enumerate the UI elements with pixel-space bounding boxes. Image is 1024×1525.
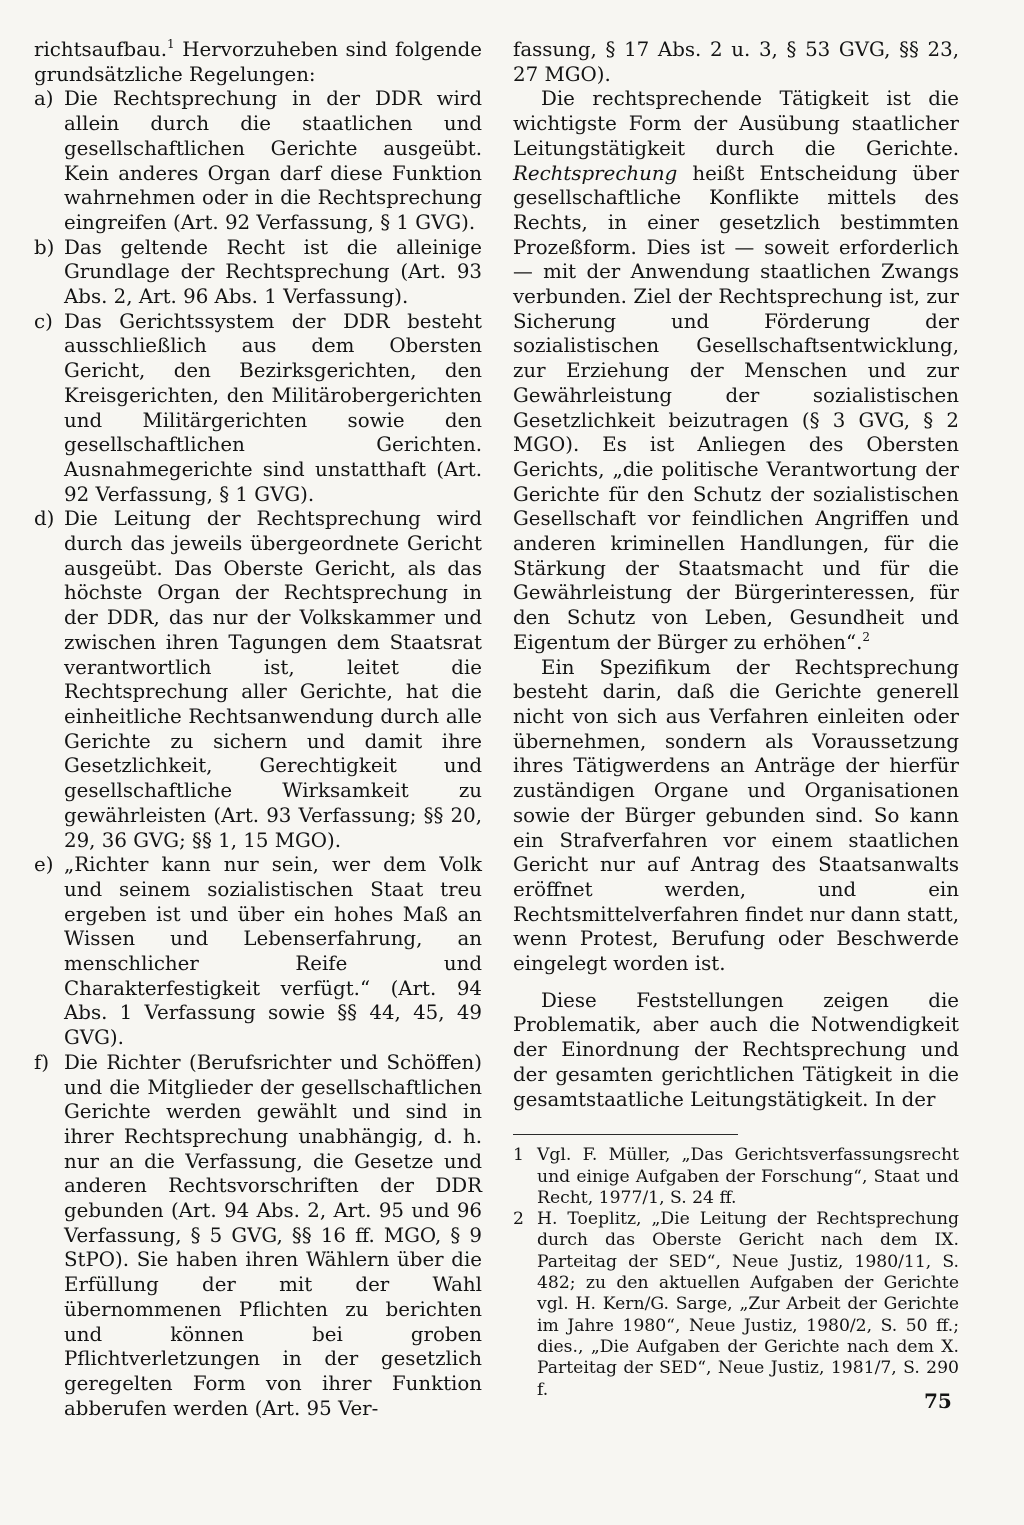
- paragraph-spezifikum: Ein Spezifikum der Rechtsprechung besteht darin, daß die Gerichte generell nicht von sich aus Verfahren einleiten oder übernehmen, sondern als Voraussetzung ihres Tätigwerdens an Anträge der hierfür zuständigen Organe und Organisationen sowie der Bürger gebunden sind. So kann ein Strafverfahren vor einem staatlichen Gericht nur auf Antrag des Staatsanwalts eröffnet werden, und ein Rechtsmittelverfahren findet nur dann statt, wenn Protest, Berufung oder Beschwerde eingelegt worden ist.: [513, 655, 959, 976]
- list-marker: d): [34, 507, 55, 531]
- paragraph-feststellungen: Diese Feststellungen zeigen die Problematik, aber auch die Notwendigkeit der Einordnung der Rechtsprechung und der gesamten gerichtlichen Tätigkeit in die gesamtstaatliche Leitungstätigkeit. In der: [513, 988, 959, 1111]
- footnote-ref-1: 1: [167, 37, 175, 51]
- list-marker: a): [34, 87, 54, 111]
- footnote-ref-2: 2: [862, 629, 871, 644]
- footnote-1: [513, 1145, 959, 1209]
- footnote-2: [513, 1209, 959, 1401]
- left-column: [34, 38, 482, 1421]
- list-item-e: [34, 853, 482, 1051]
- list-item-a: [34, 87, 482, 235]
- list-marker: b): [34, 235, 55, 259]
- paragraph-text: heißt Entscheidung über gesellschaftliche Konflikte mittels des Rechts, in einer gesetzlich bestimmten Prozeßform. Dies ist — soweit erforderlich — mit der Anwendung staatlichen Zwangs verbunden. Ziel der Rechtsprechung ist, zur Sicherung und Förderung der sozialistischen Gesellschaftsentwicklung, zur Erziehung der Menschen und zur Gewährleistung der sozialistischen Gesetzlichkeit beizutragen (§ 3 GVG, § 2 MGO). Es ist Anliegen des Obersten Gerichts, „die politische Verantwortung der Gerichte für den Schutz der sozialistischen Gesellschaft vor feindlichen Angriffen und anderen kriminellen Handlungen, für die Stärkung der Staatsmacht und für die Gewährleistung der Bürgerinteressen, für den Schutz von Leben, Gesundheit und Eigentum der Bürger zu erhöhen“.: [513, 161, 959, 654]
- page-number: 75: [924, 1389, 952, 1413]
- intro-text-start: richtsaufbau.: [34, 38, 168, 61]
- list-item-c: [34, 310, 482, 508]
- list-text: Das Gerichtssystem der DDR besteht ausschließlich aus dem Obersten Gericht, den Bezirksgerichten, den Kreisgerichten, den Militärobergerichten und Militärgerichten sowie den gesellschaftlichen Gerichten. Ausnahmegerichte sind unstatthaft (Art. 92 Verfassung, § 1 GVG).: [64, 309, 482, 506]
- emphasis-term: Rechtsprechung: [513, 161, 678, 185]
- right-column: [513, 38, 959, 1401]
- footnote-number: 1: [513, 1145, 524, 1166]
- list-item-d: [34, 507, 482, 853]
- list-text: Die Leitung der Rechtsprechung wird durch das jeweils übergeordnete Gericht ausgeübt. Das Oberste Gericht, als das höchste Organ der Rechtsprechung in der DDR, das nur der Volkskammer und zwischen ihren Tagungen dem Staatsrat verantwortlich ist, leitet die Rechtsprechung aller Gerichte, hat die einheitliche Rechtsanwendung durch alle Gerichte zu sichern und damit ihre Gesetzlichkeit, Gerechtigkeit und gesellschaftliche Wirksamkeit zu gewährleisten (Art. 93 Verfassung; §§ 20, 29, 36 GVG; §§ 1, 15 MGO).: [64, 507, 482, 852]
- list-marker: e): [34, 853, 54, 877]
- paragraph-spacer: [513, 977, 959, 989]
- list-text: Die Rechtsprechung in der DDR wird allein durch die staatlichen und gesellschaftlichen Gerichte ausgeübt. Kein anderes Organ darf diese Funktion wahrnehmen oder in die Rechtsprechung eingreifen (Art. 92 Verfassung, § 1 GVG).: [64, 87, 482, 234]
- list-text: Das geltende Recht ist die alleinige Grundlage der Rechtsprechung (Art. 93 Abs. 2, Art. 96 Abs. 1 Verfassung).: [64, 235, 482, 309]
- intro-text-end: Hervorzuheben sind folgende grundsätzliche Regelungen:: [34, 38, 482, 86]
- intro-paragraph: [34, 38, 482, 87]
- list-item-f: [34, 1051, 482, 1422]
- footnote-text: H. Toeplitz, „Die Leitung der Rechtsprechung durch das Oberste Gericht nach dem IX. Parteitag der SED“, Neue Justiz, 1980/11, S. 482; zu den aktuellen Aufgaben der Gerichte vgl. H. Kern/G. Sarge, „Zur Arbeit der Gerichte im Jahre 1980“, Neue Justiz, 1980/2, S. 50 ff.; dies., „Die Aufgaben der Gerichte nach dem X. Parteitag der SED“, Neue Justiz, 1981/7, S. 290 f.: [537, 1209, 959, 1400]
- continuation-text: fassung, § 17 Abs. 2 u. 3, § 53 GVG, §§ 23, 27 MGO).: [513, 38, 959, 86]
- paragraph-text: Die rechtsprechende Tätigkeit ist die wichtigste Form der Ausübung staatlicher Leitungstätigkeit durch die Gerichte.: [513, 87, 959, 160]
- footnote-text: Vgl. F. Müller, „Das Gerichtsverfassungsrecht und einige Aufgaben der Forschung“, Staat und Recht, 1977/1, S. 24 ff.: [537, 1145, 959, 1208]
- footnote-divider: [513, 1134, 738, 1135]
- list-marker: c): [34, 309, 53, 333]
- list-text: Die Richter (Berufsrichter und Schöffen) und die Mitglieder der gesellschaftlichen Gerichte werden gewählt und sind in ihrer Rechtsprechung unabhängig, d. h. nur an die Verfassung, die Gesetze und anderen Rechtsvorschriften der DDR gebunden (Art. 94 Abs. 2, Art. 95 und 96 Verfassung, § 5 GVG, §§ 16 ff. MGO, § 9 StPO). Sie haben ihren Wählern über die Erfüllung der mit der Wahl übernommenen Pflichten zu berichten und können bei groben Pflichtverletzungen in der gesetzlich geregelten Form von ihrer Funktion abberufen werden (Art. 95 Ver-: [64, 1050, 482, 1420]
- list-marker: f): [34, 1050, 50, 1074]
- list-item-b: [34, 236, 482, 310]
- paragraph-rechtsprechung: [513, 87, 959, 655]
- list-text: „Richter kann nur sein, wer dem Volk und seinem sozialistischen Staat treu ergeben ist und über ein hohes Maß an Wissen und Lebenserfahrung, an menschlicher Reife und Charakterfestigkeit verfügt.“ (Art. 94 Abs. 1 Verfassung sowie §§ 44, 45, 49 GVG).: [64, 853, 482, 1050]
- footnote-number: 2: [513, 1209, 524, 1230]
